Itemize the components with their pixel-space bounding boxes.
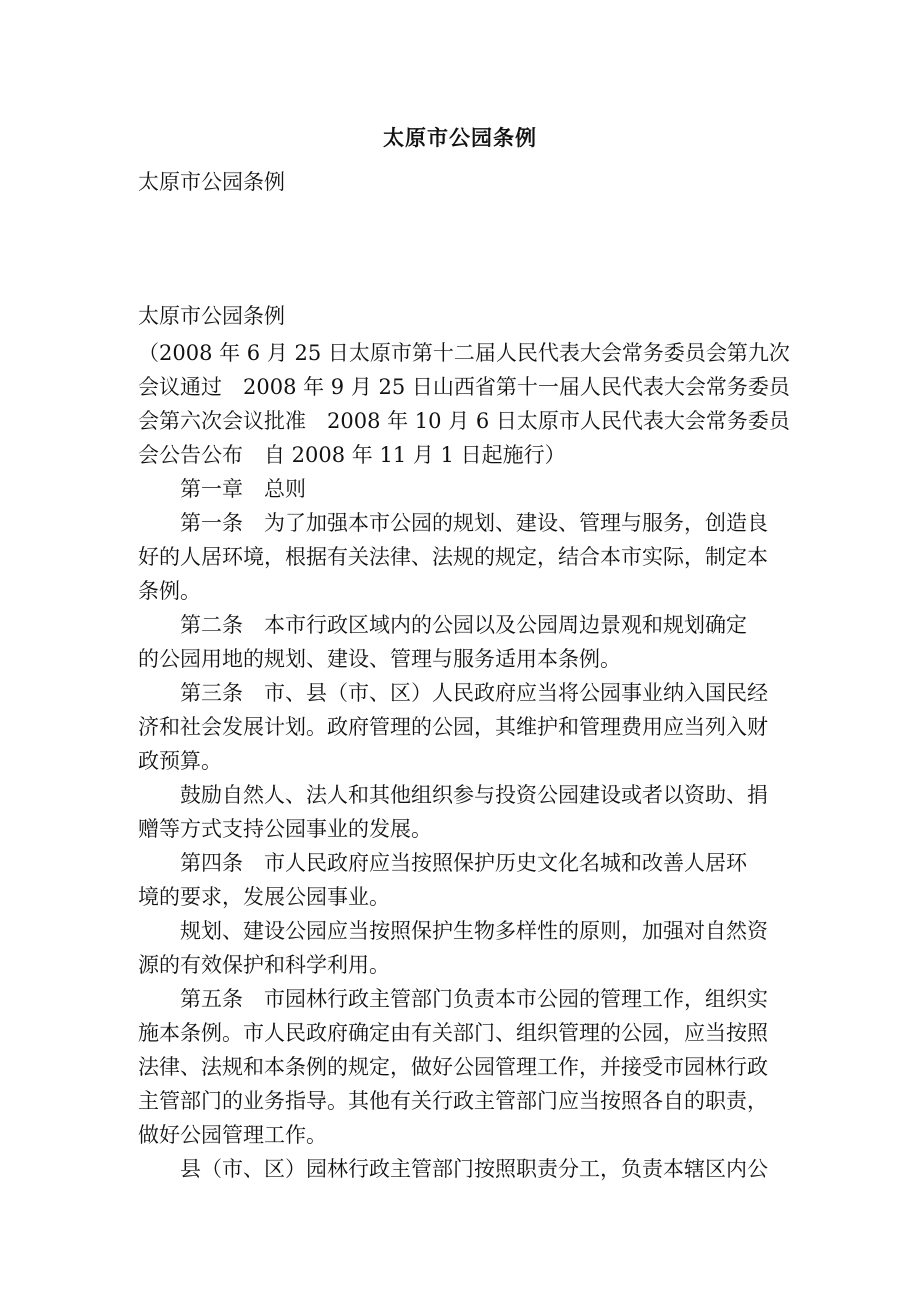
document-line: 县（市、区）园林行政主管部门按照职责分工，负责本辖区内公 (180, 1157, 768, 1181)
document-line: 会议通过 2008 年 9 月 25 日山西省第十一届人民代表大会常务委员 (138, 375, 790, 399)
document-line: 济和社会发展计划。政府管理的公园，其维护和管理费用应当列入财 (138, 715, 768, 739)
document-line: 政预算。 (138, 749, 222, 773)
document-line: （2008 年 6 月 25 日太原市第十二届人民代表大会常务委员会第九次 (138, 341, 790, 365)
document-line: 条例。 (138, 579, 201, 603)
document-line: 法律、法规和本条例的规定，做好公园管理工作，并接受市园林行政 (138, 1055, 768, 1079)
document-line: 鼓励自然人、法人和其他组织参与投资公园建设或者以资助、捐 (180, 783, 768, 807)
document-line: 第四条 市人民政府应当按照保护历史文化名城和改善人居环 (180, 851, 747, 875)
document-line: 第五条 市园林行政主管部门负责本市公园的管理工作，组织实 (180, 987, 768, 1011)
document-line: 的公园用地的规划、建设、管理与服务适用本条例。 (138, 647, 621, 671)
document-line: 主管部门的业务指导。其他有关行政主管部门应当按照各自的职责， (138, 1089, 768, 1113)
document-line: 好的人居环境，根据有关法律、法规的规定，结合本市实际，制定本 (138, 545, 768, 569)
document-heading: 太原市公园条例 (138, 304, 285, 328)
document-line: 赠等方式支持公园事业的发展。 (138, 817, 432, 841)
document-body (138, 336, 798, 1186)
document-subtitle: 太原市公园条例 (138, 170, 285, 194)
document-title: 太原市公园条例 (383, 125, 537, 150)
document-line: 源的有效保护和科学利用。 (138, 953, 390, 977)
document-line: 会第六次会议批准 2008 年 10 月 6 日太原市人民代表大会常务委员 (138, 409, 790, 433)
document-line: 规划、建设公园应当按照保护生物多样性的原则，加强对自然资 (180, 919, 768, 943)
document-line: 第一条 为了加强本市公园的规划、建设、管理与服务，创造良 (180, 511, 768, 535)
document-line: 做好公园管理工作。 (138, 1123, 327, 1147)
document-line: 施本条例。市人民政府确定由有关部门、组织管理的公园，应当按照 (138, 1021, 768, 1045)
document-line: 会公告公布 自 2008 年 11 月 1 日起施行） (138, 443, 566, 467)
document-line: 境的要求，发展公园事业。 (138, 885, 390, 909)
document-line: 第二条 本市行政区域内的公园以及公园周边景观和规划确定 (180, 613, 747, 637)
document-line: 第一章 总则 (180, 477, 306, 501)
document-line: 第三条 市、县（市、区）人民政府应当将公园事业纳入国民经 (180, 681, 768, 705)
